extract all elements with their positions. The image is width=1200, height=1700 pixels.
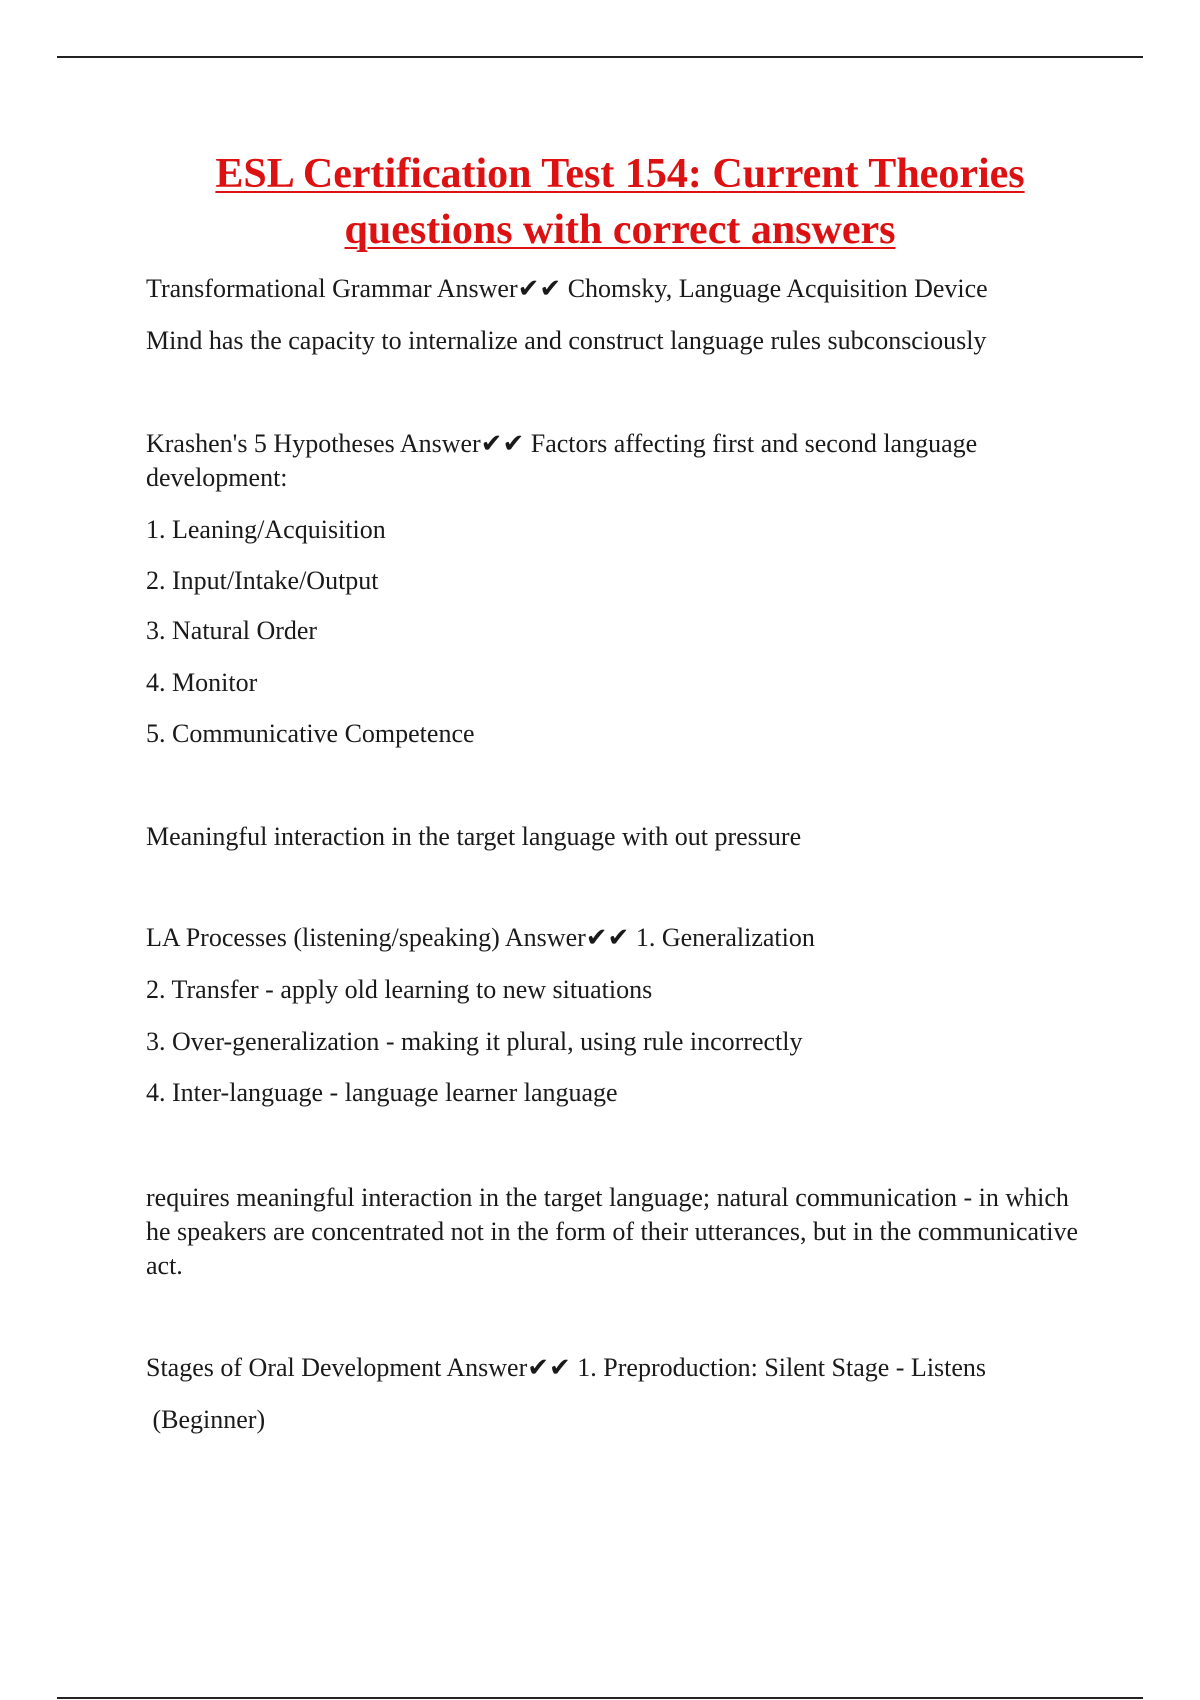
list-item: 4. Monitor [146, 668, 258, 697]
top-rule [57, 56, 1143, 58]
list-item: 4. Inter-language - language learner language [146, 1078, 618, 1107]
qa-stages-oral-development: Stages of Oral Development Answer✔✔ 1. Preproduction: Silent Stage - Listens [146, 1353, 987, 1382]
title-line-1: ESL Certification Test 154: Current Theories [215, 151, 1025, 197]
bottom-rule [57, 1697, 1143, 1699]
title-line-2: questions with correct answers [344, 207, 896, 253]
qa-natural-communication: requires meaningful interaction in the target language; natural communication - in which he speakers are concentrated not in the form of their utterances, but in the communicative act. [146, 1183, 1079, 1280]
list-item: 2. Transfer - apply old learning to new situations [146, 975, 653, 1004]
qa-meaningful-interaction: Meaningful interaction in the target language with out pressure [146, 822, 802, 851]
qa-mind-capacity: Mind has the capacity to internalize and construct language rules subconsciously [146, 326, 987, 355]
list-item: 2. Input/Intake/Output [146, 566, 379, 595]
qa-stages-oral-development-cont: (Beginner) [146, 1405, 266, 1434]
list-item: 3. Over-generalization - making it plural, using rule incorrectly [146, 1027, 803, 1056]
list-item: 5. Communicative Competence [146, 719, 475, 748]
list-item: 3. Natural Order [146, 616, 318, 645]
qa-la-processes: LA Processes (listening/speaking) Answer✔✔ 1. Generalization [146, 923, 815, 952]
document-title [140, 146, 1100, 258]
list-item: 1. Leaning/Acquisition [146, 515, 386, 544]
qa-transformational-grammar: Transformational Grammar Answer✔✔ Chomsky, Language Acquisition Device [146, 274, 988, 303]
qa-krashen-hypotheses: Krashen's 5 Hypotheses Answer✔✔ Factors affecting first and second language development: [146, 429, 978, 492]
